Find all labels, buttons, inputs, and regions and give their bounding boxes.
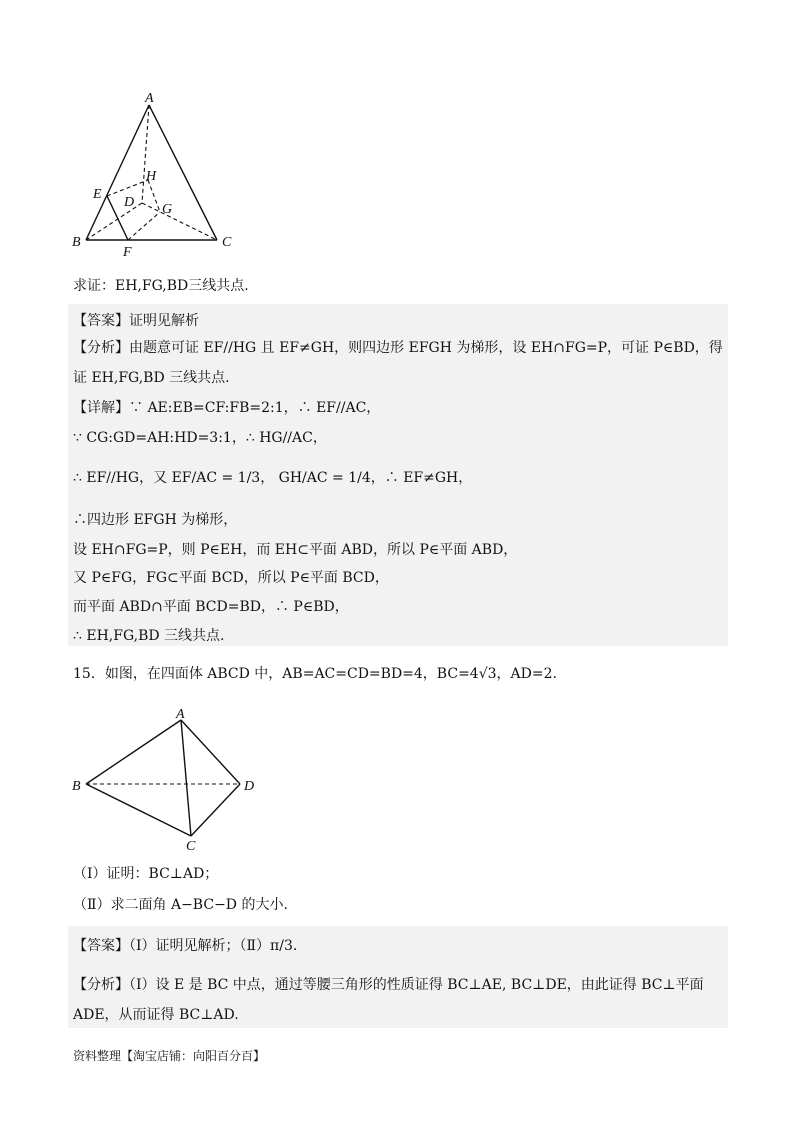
label-E: E bbox=[93, 187, 102, 202]
footer-credit: 资料整理【淘宝店铺：向阳百分百】 bbox=[73, 1049, 266, 1063]
edge-BC bbox=[86, 784, 191, 836]
edge-AD bbox=[181, 720, 240, 784]
edge-AD bbox=[142, 105, 149, 203]
detail-line-1: 【详解】∵ AE:EB=CF:FB=2:1，∴ EF//AC， bbox=[73, 400, 381, 416]
detail-line-5: 设 EH∩FG=P，则 P∈EH，而 EH⊂平面 ABD，所以 P∈平面 ABD， bbox=[73, 542, 518, 558]
label-G: G bbox=[162, 202, 173, 217]
analysis-1-line-1: 【分析】由题意可证 EF//HG 且 EF≠GH，则四边形 EFGH 为梯形，设 EH∩FG=P，可证 P∈BD，得 bbox=[73, 340, 723, 356]
analysis-1-line-2: 证 EH,FG,BD 三线共点. bbox=[73, 370, 230, 386]
analysis-15-line-2: ADE，从而证得 BC⊥AD. bbox=[73, 1007, 239, 1023]
answer-1: 【答案】证明见解析 bbox=[73, 313, 199, 329]
detail-line-6: 又 P∈FG，FG⊂平面 BCD，所以 P∈平面 BCD， bbox=[73, 570, 389, 586]
label-D: D bbox=[244, 779, 255, 794]
detail-line-4: ∴四边形 EFGH 为梯形， bbox=[73, 512, 238, 528]
label-F: F bbox=[123, 245, 132, 258]
edge-AC bbox=[181, 720, 191, 836]
figure-tetrahedron-abcd bbox=[64, 702, 274, 852]
label-D: D bbox=[124, 195, 135, 210]
label-C: C bbox=[222, 235, 232, 250]
label-A: A bbox=[145, 91, 154, 106]
question-15-part-2: （Ⅱ）求二面角 A−BC−D 的大小. bbox=[73, 897, 288, 913]
detail-line-7: 而平面 ABD∩平面 BCD=BD，∴ P∈BD， bbox=[73, 599, 349, 615]
detail-line-2: ∵ CG:GD=AH:HD=3:1，∴ HG//AC， bbox=[73, 430, 327, 446]
label-B: B bbox=[72, 235, 81, 250]
detail-line-3: ∴ EF//HG，又 EF/AC = 1/3， GH/AC = 1/4，∴ EF≠GH， bbox=[73, 470, 473, 486]
question-15-part-1: （Ⅰ）证明：BC⊥AD； bbox=[73, 866, 219, 882]
prove-statement: 求证：EH,FG,BD三线共点. bbox=[73, 278, 249, 294]
edge-AB bbox=[86, 720, 181, 784]
label-B: B bbox=[72, 779, 81, 794]
answer-15: 【答案】（Ⅰ）证明见解析；（Ⅱ）π/3. bbox=[73, 938, 298, 954]
edge-AC bbox=[149, 105, 217, 240]
edge-FG bbox=[128, 212, 160, 240]
label-H: H bbox=[146, 169, 157, 184]
label-C: C bbox=[186, 839, 196, 852]
edge-CD bbox=[191, 784, 240, 836]
figure-tetrahedron-efgh bbox=[60, 88, 260, 258]
question-15-stem: 15．如图，在四面体 ABCD 中，AB=AC=CD=BD=4，BC=4√3，AD=2. bbox=[73, 666, 557, 682]
edge-DC bbox=[142, 203, 217, 240]
detail-line-8: ∴ EH,FG,BD 三线共点. bbox=[73, 628, 225, 644]
label-A: A bbox=[176, 707, 185, 722]
analysis-15-line-1: 【分析】（Ⅰ）设 E 是 BC 中点，通过等腰三角形的性质证得 BC⊥AE, BC⊥DE，由此证得 BC⊥平面 bbox=[73, 977, 704, 993]
